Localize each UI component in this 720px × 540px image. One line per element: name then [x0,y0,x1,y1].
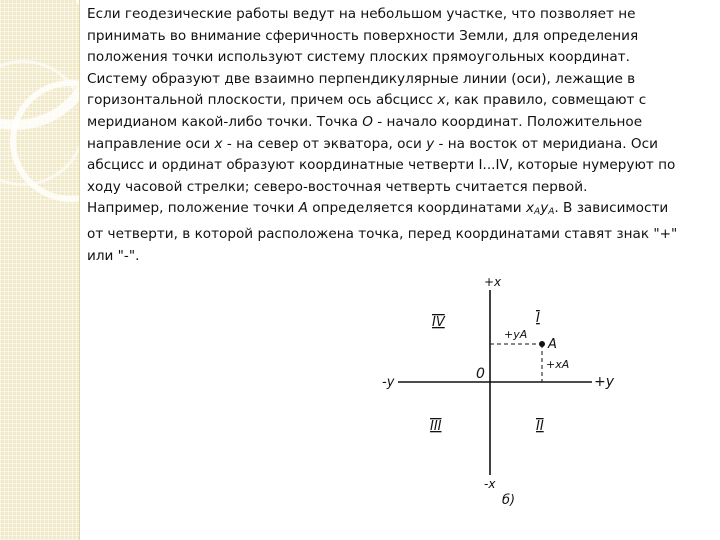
italic-a: А [298,200,308,217]
minus-x-label: -x [484,477,496,491]
text-run: Если геодезические работы ведут на небольшом участке, что позволяет не принимать во внимание сферичность поверхности Земли, для определения положения точки используют систему плоских прямоугольных координат. Системy образуют две взаимно перпендикулярные линии (оси), лежащие в горизонтальной плоскости, причем ось абсцисс [87,6,639,109]
text-run: - на восток от меридиана. Оси абсцисс и ординат образуют координатные четверти I...IV, которые нумеруют по ходу часовой стрелки; северо-восточная четверть считается первой. [87,135,676,195]
italic-x: x [437,92,446,109]
italic-x: х [214,135,223,152]
text-run: Например, положение точки [87,200,299,217]
ya-letter: у [540,200,549,217]
xa-subscript: А [534,207,541,218]
plus-x-label: +x [484,275,502,289]
minus-y-label: -y [382,375,395,390]
quadrant-iii-label: III [430,419,442,434]
text-run: . В зависимости от четверти, в которой расположена точка, перед координатами ставят знак "+" или "-". [87,200,678,264]
decorative-arc [0,60,79,186]
paragraph-1 [87,4,687,198]
plus-y-label: +y [594,374,615,390]
text-run: - начало координат. Положительное направление оси [87,113,643,152]
origin-label: 0 [476,366,485,382]
quadrant-i-label: I [536,311,540,326]
italic-y: у [426,135,435,152]
coordinate-diagram-svg [380,270,620,530]
quadrant-ii-label: II [536,419,544,434]
paragraph-2 [87,198,687,267]
italic-o: О [362,113,373,130]
xa-label: +xA [546,358,570,371]
decorative-side-band [0,0,79,540]
ya-label: +yA [504,328,528,341]
main-text [87,4,687,267]
ya-subscript: А [548,207,555,218]
coordinate-diagram [380,270,620,530]
coordinate-xa [526,200,540,216]
point-a-label: A [548,337,557,352]
quadrant-iv-label: IV [432,315,445,330]
text-run: определяется координатами [307,200,526,217]
text-run: , как правило, совмещают с меридианом какой-либо точки. Точка [87,92,647,130]
coordinate-ya [540,200,554,216]
point-a-marker [539,341,545,347]
text-run: - на север от экватора, оси [222,135,427,152]
xa-letter: х [525,200,535,217]
band-divider [79,0,80,540]
diagram-caption: б) [502,493,516,508]
